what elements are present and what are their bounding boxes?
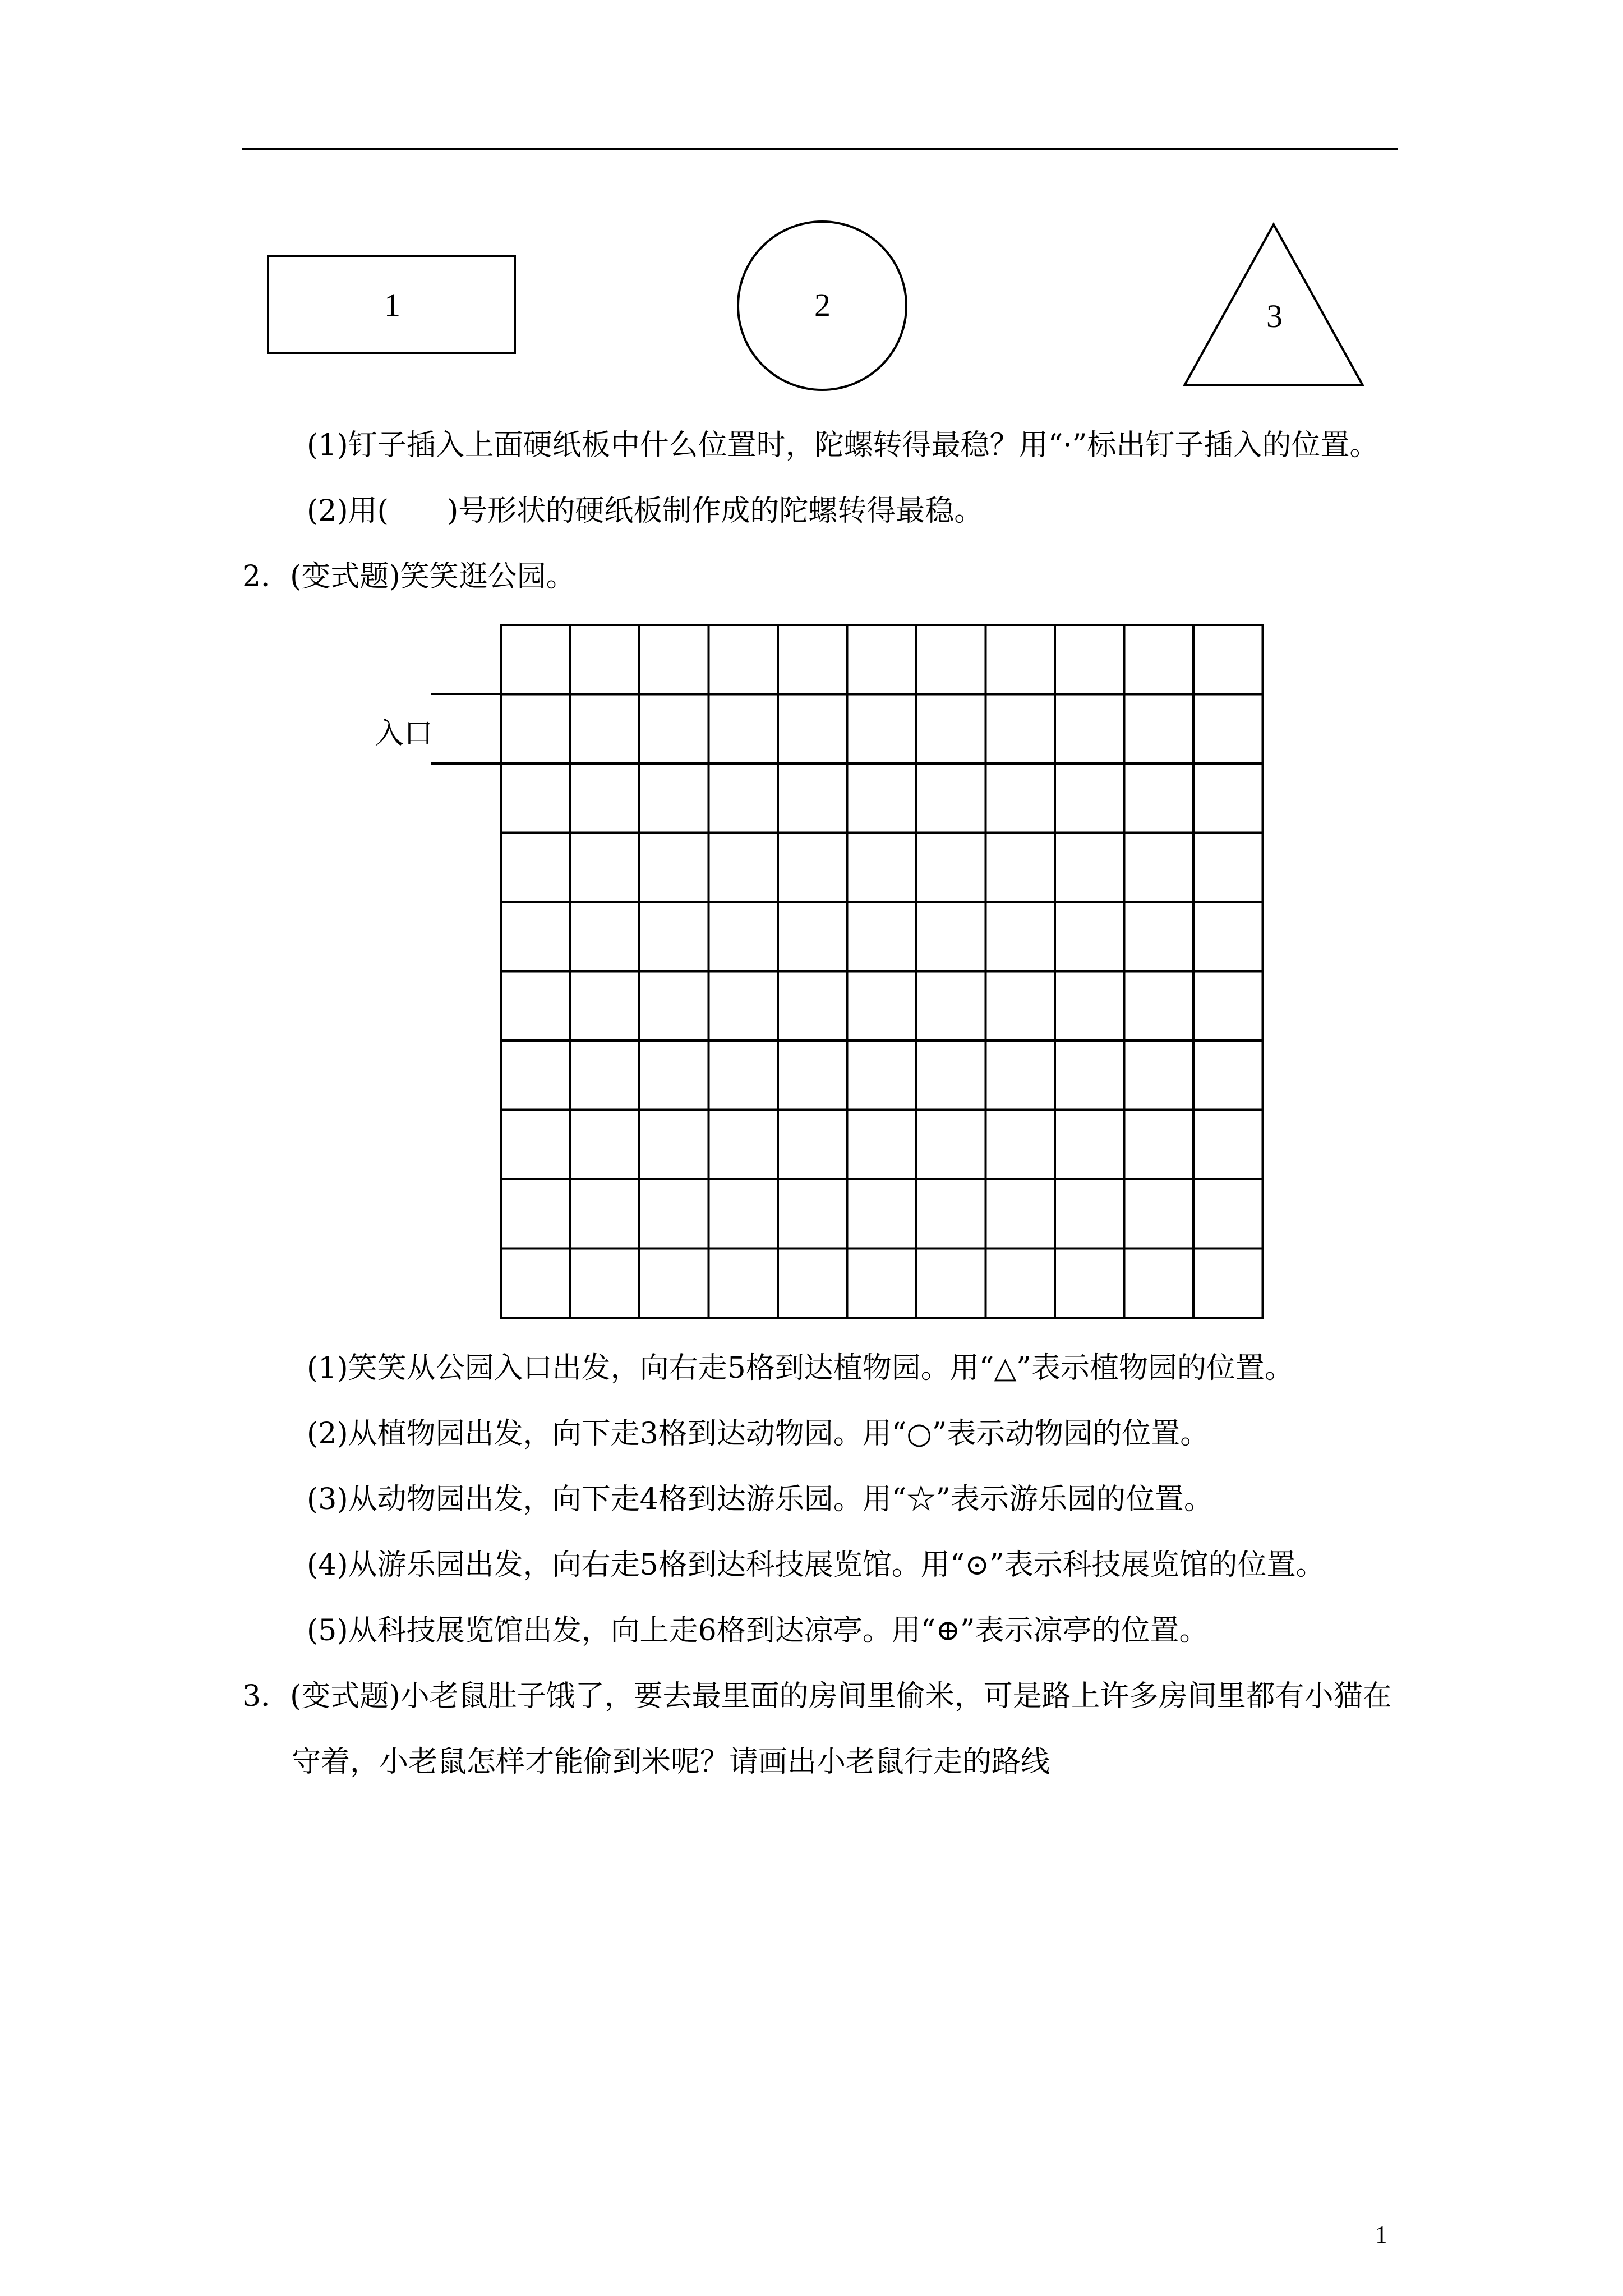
grid-cell[interactable] bbox=[639, 833, 709, 903]
cardboard-shapes-figure bbox=[0, 0, 1623, 426]
grid-cell[interactable] bbox=[1193, 1179, 1263, 1249]
grid-cell[interactable] bbox=[1193, 694, 1263, 764]
grid-cell[interactable] bbox=[639, 1179, 709, 1249]
grid-cell[interactable] bbox=[1124, 1249, 1194, 1318]
grid-cell[interactable] bbox=[1124, 902, 1194, 972]
grid-cell[interactable] bbox=[916, 763, 986, 833]
park-grid-figure bbox=[0, 606, 1623, 1324]
grid-cell[interactable] bbox=[1124, 1041, 1194, 1110]
grid-cell[interactable] bbox=[1193, 1110, 1263, 1180]
grid-cell[interactable] bbox=[1055, 972, 1124, 1041]
grid-cell[interactable] bbox=[778, 1041, 847, 1110]
grid-cell[interactable] bbox=[1055, 1041, 1124, 1110]
grid-cell[interactable] bbox=[1193, 625, 1263, 694]
grid-cell[interactable] bbox=[778, 1110, 847, 1180]
grid-cell[interactable] bbox=[916, 833, 986, 903]
grid-cell[interactable] bbox=[501, 763, 570, 833]
grid-cell[interactable] bbox=[1124, 972, 1194, 1041]
grid-cell[interactable] bbox=[1193, 902, 1263, 972]
grid-cell[interactable] bbox=[570, 625, 640, 694]
q2-item-1: (1)笑笑从公园入口出发，向右走5格到达植物园。用“△”表示植物园的位置。 bbox=[307, 1351, 1294, 1385]
grid-cell[interactable] bbox=[501, 972, 570, 1041]
grid-cell[interactable] bbox=[916, 1110, 986, 1180]
grid-cell[interactable] bbox=[1124, 1110, 1194, 1180]
grid-cell[interactable] bbox=[986, 972, 1055, 1041]
grid-cell[interactable] bbox=[1193, 972, 1263, 1041]
grid-cell[interactable] bbox=[778, 1179, 847, 1249]
grid-cell[interactable] bbox=[986, 902, 1055, 972]
grid-cell[interactable] bbox=[639, 1249, 709, 1318]
grid-cell[interactable] bbox=[501, 1249, 570, 1318]
grid-cell[interactable] bbox=[1124, 833, 1194, 903]
page-number: 1 bbox=[1375, 2221, 1387, 2248]
grid-cell[interactable] bbox=[778, 972, 847, 1041]
grid-cell[interactable] bbox=[847, 902, 917, 972]
grid-cell[interactable] bbox=[570, 1041, 640, 1110]
q1-sub2: (2)用( )号形状的硬纸板制作成的陀螺转得最稳。 bbox=[307, 494, 984, 528]
grid-cell[interactable] bbox=[986, 763, 1055, 833]
grid-cell[interactable] bbox=[709, 1249, 778, 1318]
grid-cell[interactable] bbox=[639, 1041, 709, 1110]
grid-cell[interactable] bbox=[709, 763, 778, 833]
grid-cell[interactable] bbox=[1193, 1249, 1263, 1318]
grid-cell[interactable] bbox=[847, 625, 917, 694]
grid-cell[interactable] bbox=[986, 1110, 1055, 1180]
grid-cell[interactable] bbox=[1193, 763, 1263, 833]
grid-cell[interactable] bbox=[501, 1041, 570, 1110]
grid-cell[interactable] bbox=[570, 902, 640, 972]
grid-cell[interactable] bbox=[1055, 833, 1124, 903]
grid-cell[interactable] bbox=[986, 1179, 1055, 1249]
grid-cell[interactable] bbox=[639, 972, 709, 1041]
shape-label-2: 2 bbox=[814, 287, 831, 323]
grid-cell[interactable] bbox=[778, 625, 847, 694]
grid-cell[interactable] bbox=[778, 763, 847, 833]
grid-cell[interactable] bbox=[986, 694, 1055, 764]
q2-title: 2．(变式题)笑笑逛公园。 bbox=[242, 560, 575, 593]
grid-cell[interactable] bbox=[639, 902, 709, 972]
grid-cell[interactable] bbox=[847, 1249, 917, 1318]
grid-cell[interactable] bbox=[1055, 625, 1124, 694]
grid-cell[interactable] bbox=[986, 1041, 1055, 1110]
grid-cell[interactable] bbox=[570, 694, 640, 764]
grid-cell[interactable] bbox=[847, 1041, 917, 1110]
grid-cell[interactable] bbox=[570, 1249, 640, 1318]
grid-cell[interactable] bbox=[639, 625, 709, 694]
grid-cell[interactable] bbox=[916, 1041, 986, 1110]
grid-cell[interactable] bbox=[847, 694, 917, 764]
grid-cell[interactable] bbox=[916, 1179, 986, 1249]
grid-cell[interactable] bbox=[916, 1249, 986, 1318]
grid-cell[interactable] bbox=[1124, 625, 1194, 694]
grid-cell[interactable] bbox=[916, 694, 986, 764]
grid-cell[interactable] bbox=[501, 833, 570, 903]
grid-cell[interactable] bbox=[709, 1041, 778, 1110]
grid-cell[interactable] bbox=[1055, 694, 1124, 764]
grid-cell[interactable] bbox=[847, 972, 917, 1041]
grid-cell[interactable] bbox=[1193, 833, 1263, 903]
grid-cell[interactable] bbox=[778, 902, 847, 972]
q3-line-2: 守着，小老鼠怎样才能偷到米呢？请画出小老鼠行走的路线 bbox=[292, 1745, 1050, 1779]
q2-item-4: (4)从游乐园出发，向右走5格到达科技展览馆。用“⊙”表示科技展览馆的位置。 bbox=[307, 1548, 1325, 1582]
q3-line-1: 3．(变式题)小老鼠肚子饿了，要去最里面的房间里偷米，可是路上许多房间里都有小猫在 bbox=[242, 1680, 1392, 1713]
grid-cell[interactable] bbox=[986, 833, 1055, 903]
grid-cell[interactable] bbox=[570, 972, 640, 1041]
grid-cell[interactable] bbox=[986, 625, 1055, 694]
grid-cell[interactable] bbox=[501, 1110, 570, 1180]
grid-cell[interactable] bbox=[709, 625, 778, 694]
grid-cell[interactable] bbox=[570, 1110, 640, 1180]
grid-cell[interactable] bbox=[709, 694, 778, 764]
grid-cell[interactable] bbox=[778, 1249, 847, 1318]
q2-item-2: (2)从植物园出发，向下走3格到达动物园。用“○”表示动物园的位置。 bbox=[307, 1417, 1210, 1451]
park-grid[interactable] bbox=[501, 625, 1263, 1318]
grid-cell[interactable] bbox=[570, 763, 640, 833]
grid-cell[interactable] bbox=[1124, 763, 1194, 833]
grid-cell[interactable] bbox=[709, 1110, 778, 1180]
grid-cell[interactable] bbox=[778, 833, 847, 903]
grid-cell[interactable] bbox=[709, 833, 778, 903]
grid-cell[interactable] bbox=[570, 1179, 640, 1249]
grid-cell[interactable] bbox=[1124, 1179, 1194, 1249]
grid-cell[interactable] bbox=[847, 763, 917, 833]
grid-cell[interactable] bbox=[847, 1110, 917, 1180]
grid-cell[interactable] bbox=[501, 625, 570, 694]
grid-cell[interactable] bbox=[847, 1179, 917, 1249]
shape-label-3: 3 bbox=[1266, 298, 1283, 334]
grid-cell[interactable] bbox=[709, 902, 778, 972]
grid-cell[interactable] bbox=[916, 902, 986, 972]
q2-item-5: (5)从科技展览馆出发，向上走6格到达凉亭。用“⊕”表示凉亭的位置。 bbox=[307, 1614, 1209, 1648]
grid-cell[interactable] bbox=[778, 694, 847, 764]
q2-item-3: (3)从动物园出发，向下走4格到达游乐园。用“☆”表示游乐园的位置。 bbox=[307, 1483, 1213, 1516]
grid-cell[interactable] bbox=[1193, 1041, 1263, 1110]
grid-cell[interactable] bbox=[986, 1249, 1055, 1318]
shape-label-1: 1 bbox=[384, 287, 400, 323]
grid-cell[interactable] bbox=[501, 1179, 570, 1249]
grid-cell[interactable] bbox=[847, 833, 917, 903]
grid-cell[interactable] bbox=[639, 694, 709, 764]
grid-cell[interactable] bbox=[916, 972, 986, 1041]
grid-cell[interactable] bbox=[1124, 694, 1194, 764]
grid-cell[interactable] bbox=[1055, 1249, 1124, 1318]
grid-cell[interactable] bbox=[916, 625, 986, 694]
grid-cell[interactable] bbox=[501, 902, 570, 972]
q1-sub1: (1)钉子插入上面硬纸板中什么位置时，陀螺转得最稳？用“·”标出钉子插入的位置。 bbox=[307, 429, 1379, 462]
grid-cell[interactable] bbox=[1055, 1110, 1124, 1180]
grid-cell[interactable] bbox=[639, 763, 709, 833]
grid-cell[interactable] bbox=[1055, 763, 1124, 833]
grid-cell[interactable] bbox=[709, 1179, 778, 1249]
entrance-label: 入口 bbox=[375, 717, 434, 751]
grid-cell[interactable] bbox=[639, 1110, 709, 1180]
grid-cell[interactable] bbox=[501, 694, 570, 764]
grid-cell[interactable] bbox=[570, 833, 640, 903]
grid-cell[interactable] bbox=[1055, 1179, 1124, 1249]
grid-cell[interactable] bbox=[1055, 902, 1124, 972]
grid-cell[interactable] bbox=[709, 972, 778, 1041]
